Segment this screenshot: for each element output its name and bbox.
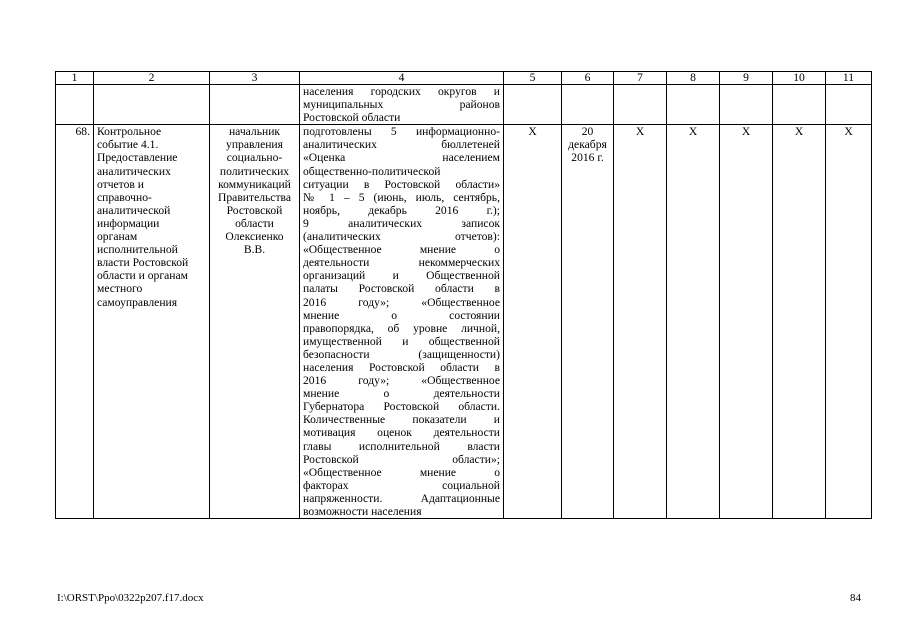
text-line: общественно-политической [303, 164, 441, 178]
text-line: 2016 году»; «Общественное [303, 374, 500, 388]
text-line: правопорядка, об уровне личной, [303, 321, 500, 335]
table-row [56, 125, 872, 519]
text-line: возможности населения [303, 505, 422, 518]
text-line: начальник [228, 125, 281, 139]
col-header-10: 10 [773, 72, 826, 85]
text-line: главы исполнительной власти [303, 439, 500, 453]
text-line: аналитических [97, 164, 171, 178]
text-line: социально- [226, 151, 283, 165]
col8-value: Х [667, 125, 720, 519]
continuation-row [56, 85, 872, 125]
text-line: Правительства [218, 190, 291, 204]
text-line: Губернатора Ростовской области. [303, 400, 500, 414]
text-line: ситуации в Ростовской области» [303, 177, 500, 191]
col-header-2: 2 [94, 72, 210, 85]
col-header-4: 4 [300, 72, 504, 85]
text-line: органам [97, 230, 138, 244]
col-header-11: 11 [826, 72, 872, 85]
col-header-6: 6 [562, 72, 614, 85]
col-header-3: 3 [210, 72, 300, 85]
result-description-cell [300, 125, 504, 519]
text-line: управления [226, 138, 283, 152]
row-number: 68. [56, 125, 94, 519]
event-title-cell [94, 125, 210, 519]
date-cell [562, 125, 614, 519]
text-line: аналитических бюллетеней [303, 138, 500, 152]
text-line: 2016 году»; «Общественное [303, 295, 500, 309]
col-header-9: 9 [720, 72, 773, 85]
text-line: В.В. [243, 243, 266, 257]
text-line: 20 [581, 125, 594, 139]
report-table [55, 71, 872, 519]
text-line: Ростовской [226, 203, 283, 217]
text-line: Олексиенко [225, 230, 284, 244]
text-line: ноябрь, декабрь 2016 г.); [303, 203, 500, 217]
text-line: местного [97, 282, 143, 296]
text-line: факторах социальной [303, 478, 500, 492]
text-line: самоуправления [97, 295, 178, 309]
col9-value: Х [720, 125, 773, 519]
text-line: мнение о состоянии [303, 308, 500, 322]
text-line: «Оценка населением [303, 151, 500, 165]
text-line: Ростовской области»; [303, 452, 500, 466]
text-line: области и органам [97, 269, 188, 283]
col5-value: Х [504, 125, 562, 519]
text-line: организаций и Общественной [303, 269, 500, 283]
text-line: № 1 – 5 (июнь, июль, сентябрь, [303, 190, 500, 204]
text-line: напряженности. Адаптационные [303, 491, 500, 505]
text-line: Контрольное [97, 125, 162, 139]
text-line: имущественной и общественной [303, 334, 500, 348]
text-line: коммуникаций [218, 177, 291, 191]
text-line: населения Ростовской области в [303, 360, 500, 374]
text-line: справочно- [97, 190, 152, 204]
responsible-cell [210, 125, 300, 519]
text-line: аналитической [97, 203, 171, 217]
text-line: политических [219, 164, 290, 178]
text-line: (аналитических отчетов): [303, 230, 500, 244]
text-line: 2016 г. [571, 151, 604, 165]
column-number-row [56, 72, 872, 85]
text-line: информации [97, 216, 160, 230]
text-line: отчетов и [97, 177, 144, 191]
col7-value: Х [614, 125, 667, 519]
text-line: «Общественное мнение о [303, 243, 500, 257]
col10-value: Х [773, 125, 826, 519]
text-line: «Общественное мнение о [303, 465, 500, 479]
text-line: 9 аналитических записок [303, 216, 500, 230]
continuation-col4: населения городских округов и муниципальных районов Ростовской области [300, 85, 504, 125]
text-line: безопасности (защищенности) [303, 347, 500, 361]
text-line: подготовлены 5 информационно- [303, 125, 500, 139]
file-path: I:\ORST\Ppo\0322p207.f17.docx [57, 592, 204, 604]
text-line: Количественные показатели и [303, 413, 500, 427]
text-line: палаты Ростовской области в [303, 282, 500, 296]
col-header-5: 5 [504, 72, 562, 85]
col11-value: Х [826, 125, 872, 519]
col-header-1: 1 [56, 72, 94, 85]
text-line: мнение о деятельности [303, 387, 500, 401]
col-header-8: 8 [667, 72, 720, 85]
text-line: событие 4.1. [97, 138, 159, 152]
text-line: декабря [568, 138, 607, 152]
text-line: области [235, 216, 274, 230]
text-line: Предоставление [97, 151, 178, 165]
text-line: исполнительной [97, 243, 178, 257]
text-line: власти Ростовской [97, 256, 189, 270]
page-number: 84 [850, 592, 861, 604]
text-line: деятельности некоммерческих [303, 256, 500, 270]
text-line: мотивация оценок деятельности [303, 426, 500, 440]
col-header-7: 7 [614, 72, 667, 85]
